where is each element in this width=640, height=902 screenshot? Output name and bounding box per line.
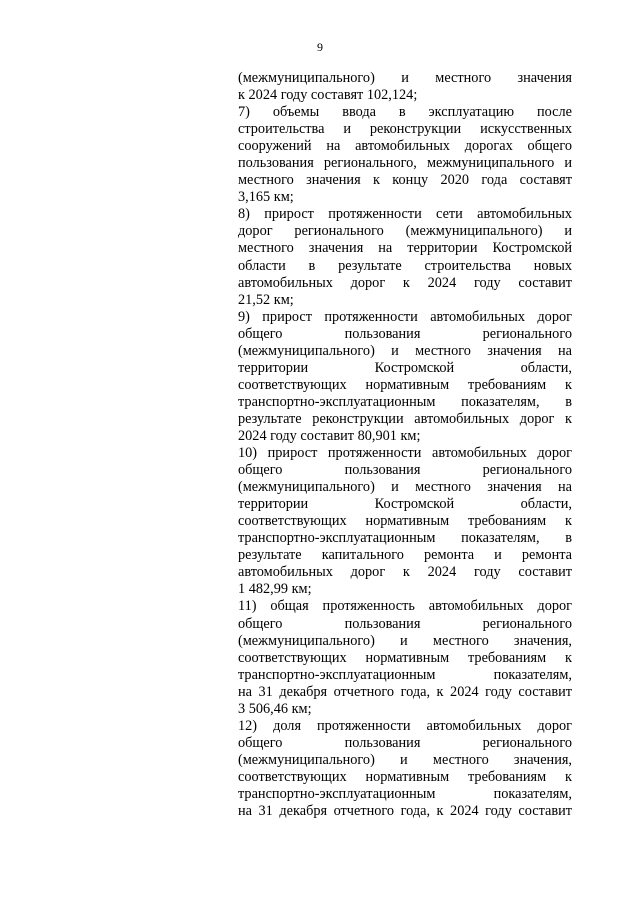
- text-line: (межмуниципального) и местного значения,: [238, 751, 572, 768]
- text-line: на 31 декабря отчетного года, к 2024 году составит: [238, 803, 572, 820]
- text-line: территории Костромской области,: [238, 359, 572, 376]
- text-line: транспортно-эксплуатационным показателям, в: [238, 530, 572, 547]
- text-line: соответствующих нормативным требованиям к: [238, 513, 572, 530]
- text-line: 11) общая протяженность автомобильных дорог: [238, 598, 572, 615]
- text-line: 10) прирост протяженности автомобильных дорог: [238, 445, 572, 462]
- text-line: (межмуниципального) и местного значения на: [238, 342, 572, 359]
- text-line: результате капитального ремонта и ремонта: [238, 547, 572, 564]
- text-line: транспортно-эксплуатационным показателям, в: [238, 393, 572, 410]
- text-line: 3 506,46 км;: [238, 700, 312, 717]
- text-line: территории Костромской области,: [238, 496, 572, 513]
- text-line: автомобильных дорог к 2024 году составит: [238, 274, 572, 291]
- text-line: местного значения на территории Костромской: [238, 240, 572, 257]
- text-line: сооружений на автомобильных дорогах общего: [238, 138, 572, 155]
- text-line: соответствующих нормативным требованиям к: [238, 768, 572, 785]
- text-line: дорог регионального (межмуниципального) и: [238, 223, 572, 240]
- text-line: 1 482,99 км;: [238, 581, 312, 598]
- text-line: общего пользования регионального: [238, 615, 572, 632]
- text-line: общего пользования регионального: [238, 734, 572, 751]
- text-line: результате реконструкции автомобильных дорог к: [238, 410, 572, 427]
- document-body: [238, 70, 572, 820]
- page-number: 9: [317, 40, 323, 54]
- text-line: области в результате строительства новых: [238, 257, 572, 274]
- text-line: транспортно-эксплуатационным показателям,: [238, 666, 572, 683]
- text-line: 12) доля протяженности автомобильных дорог: [238, 717, 572, 734]
- text-line: 7) объемы ввода в эксплуатацию после: [238, 104, 572, 121]
- text-line: общего пользования регионального: [238, 325, 572, 342]
- text-line: 2024 году составит 80,901 км;: [238, 427, 421, 444]
- text-line: местного значения к концу 2020 года составят: [238, 172, 572, 189]
- text-line: соответствующих нормативным требованиям к: [238, 649, 572, 666]
- text-line: на 31 декабря отчетного года, к 2024 году составит: [238, 683, 572, 700]
- text-line: 21,52 км;: [238, 291, 294, 308]
- text-line: соответствующих нормативным требованиям к: [238, 376, 572, 393]
- text-line: общего пользования регионального: [238, 462, 572, 479]
- text-line: пользования регионального, межмуниципального и: [238, 155, 572, 172]
- text-line: 9) прирост протяженности автомобильных дорог: [238, 308, 572, 325]
- text-line: транспортно-эксплуатационным показателям,: [238, 785, 572, 802]
- text-line: 8) прирост протяженности сети автомобильных: [238, 206, 572, 223]
- text-line: (межмуниципального) и местного значения,: [238, 632, 572, 649]
- text-line: к 2024 году составят 102,124;: [238, 87, 418, 104]
- text-line: 3,165 км;: [238, 189, 294, 206]
- text-line: (межмуниципального) и местного значения: [238, 70, 572, 86]
- text-line: строительства и реконструкции искусственных: [238, 121, 572, 138]
- text-line: автомобильных дорог к 2024 году составит: [238, 564, 572, 581]
- text-line: (межмуниципального) и местного значения на: [238, 479, 572, 496]
